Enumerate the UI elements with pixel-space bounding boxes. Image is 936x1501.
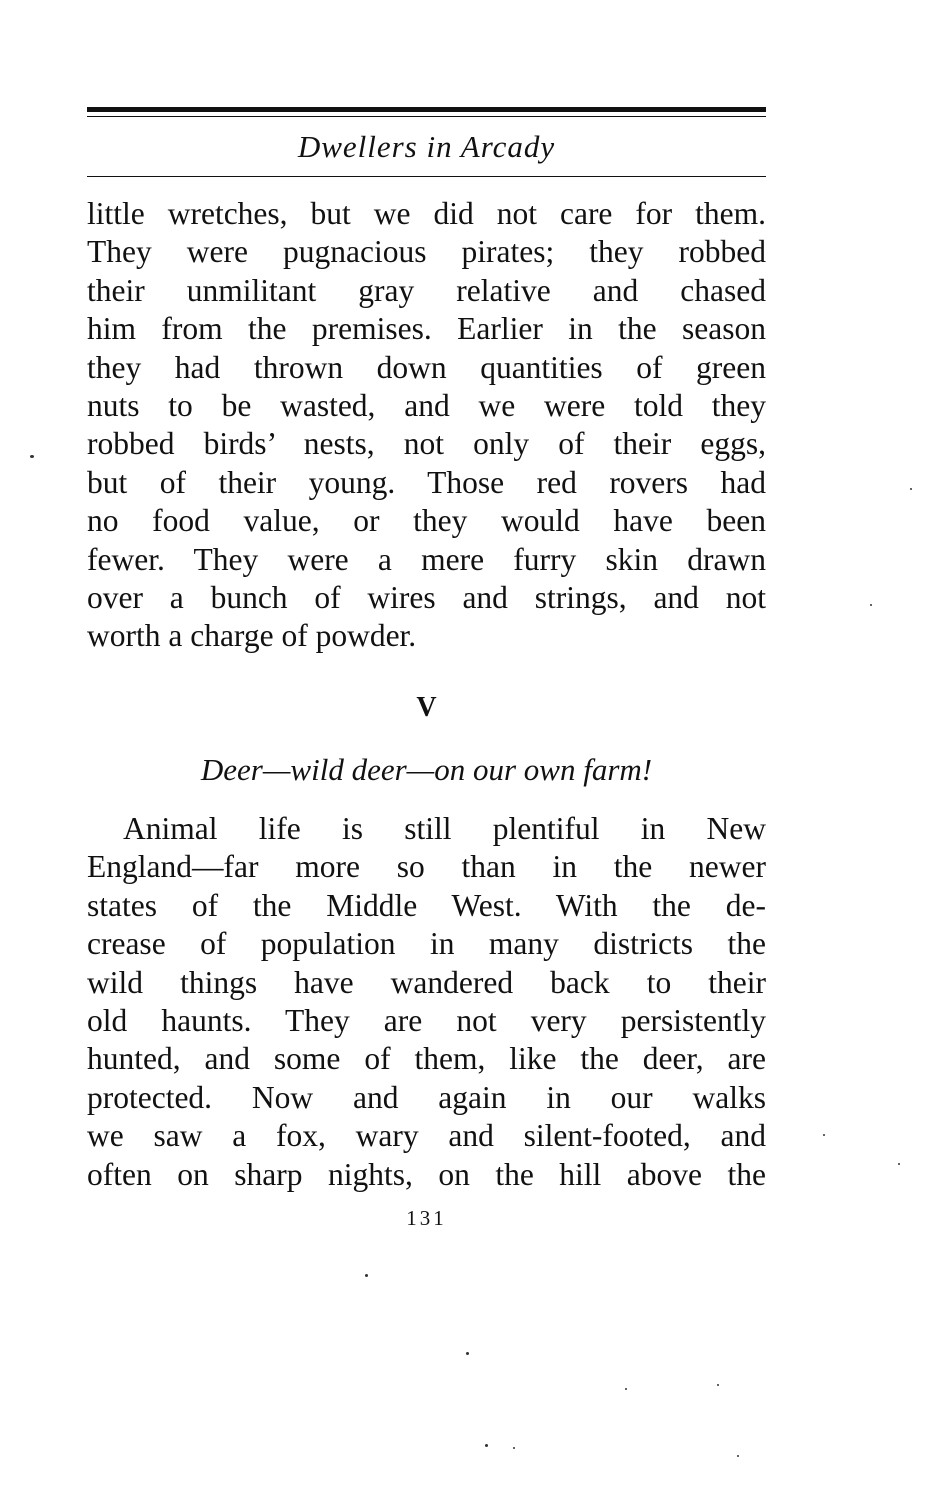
- text-line: over a bunch of wires and strings, and not: [87, 579, 766, 615]
- text-line: nuts to be wasted, and we were told they: [87, 387, 766, 423]
- text-line: states of the Middle West. With the de-: [87, 887, 766, 923]
- running-head: Dwellers in Arcady: [297, 129, 556, 164]
- scan-speck: [466, 1352, 469, 1355]
- scan-speck: [737, 1455, 739, 1457]
- text-line: hunted, and some of them, like the deer, are: [87, 1041, 766, 1077]
- scan-speck: [485, 1444, 488, 1447]
- text-line: little wretches, but we did not care for them.: [87, 196, 766, 231]
- text-line: They were pugnacious pirates; they robbed: [87, 234, 766, 270]
- text-line: they had thrown down quantities of green: [87, 349, 766, 385]
- text-line: robbed birds’ nests, not only of their eggs,: [87, 426, 766, 462]
- text-line: we saw a fox, wary and silent-footed, and: [87, 1118, 766, 1154]
- text-line: Animal life is still plentiful in New: [123, 811, 766, 846]
- text-line: their unmilitant gray relative and chased: [87, 272, 766, 308]
- scan-speck: [513, 1447, 515, 1449]
- text-line: him from the premises. Earlier in the season: [87, 311, 766, 347]
- scan-speck: [30, 455, 34, 458]
- text-line: but of their young. Those red rovers had: [87, 464, 766, 500]
- text-line: wild things have wandered back to their: [87, 964, 766, 1000]
- scan-speck: [365, 1274, 368, 1277]
- scan-speck: [625, 1388, 627, 1390]
- scan-speck: [823, 1134, 825, 1136]
- paragraph-2: [87, 810, 766, 1194]
- section-numeral: V: [416, 692, 437, 723]
- header-rule-bottom: [87, 176, 766, 177]
- text-line: crease of population in many districts the: [87, 926, 766, 962]
- scan-speck: [717, 1384, 719, 1386]
- text-line: worth a charge of powder.: [87, 618, 417, 654]
- header-rule-thick: [87, 107, 766, 112]
- text-line: old haunts. They are not very persistently: [87, 1002, 766, 1038]
- text-line: fewer. They were a mere furry skin drawn: [87, 541, 766, 577]
- text-line: no food value, or they would have been: [87, 503, 766, 539]
- text-line: often on sharp nights, on the hill above the: [87, 1156, 766, 1192]
- scan-speck: [910, 488, 912, 490]
- section-subtitle: Deer—wild deer—on our own farm!: [200, 752, 653, 787]
- scan-speck: [870, 604, 872, 606]
- page-number: 131: [406, 1206, 447, 1230]
- text-line: protected. Now and again in our walks: [87, 1079, 766, 1115]
- header-rule-thin: [87, 116, 766, 117]
- paragraph-1: [87, 195, 766, 656]
- scan-speck: [898, 1163, 900, 1165]
- text-line: England—far more so than in the newer: [87, 849, 766, 885]
